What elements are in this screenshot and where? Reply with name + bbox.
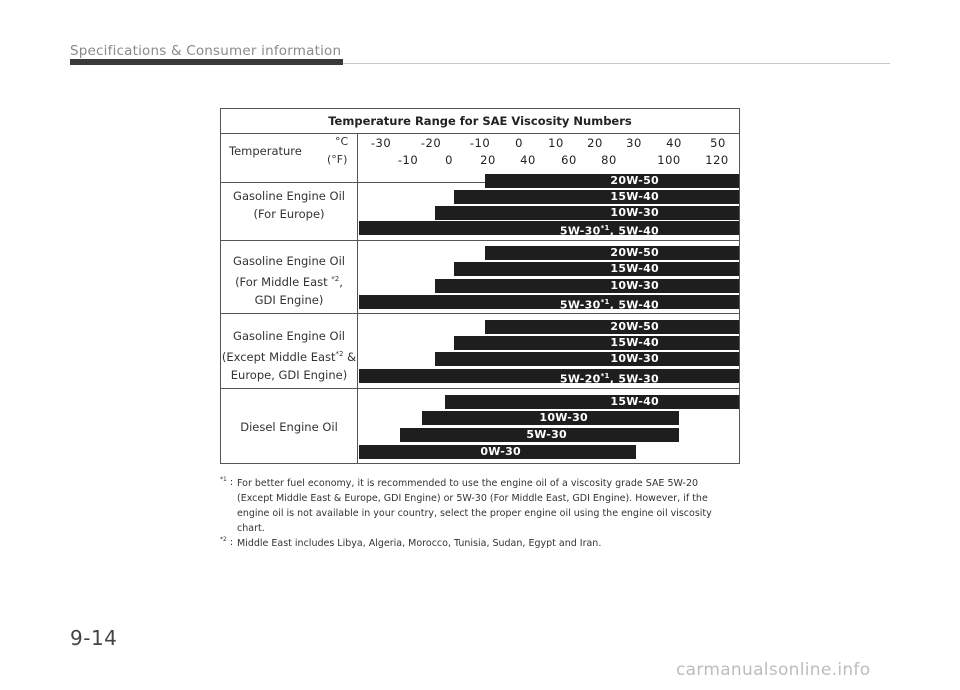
tick-c: 10 (548, 136, 564, 150)
viscosity-bar-15w-40: 15W-40 (454, 190, 739, 204)
footnote-line: chart. (237, 523, 265, 534)
tick-f: 40 (520, 153, 536, 167)
tick-c: 40 (666, 136, 682, 150)
tick-f: 60 (561, 153, 577, 167)
footnote-2 (237, 536, 740, 551)
footnote-line: For better fuel economy, it is recommended to use the engine oil of a viscosity grade SAE 5W-20 (237, 478, 699, 489)
tick-c: 30 (626, 136, 642, 150)
row-label-line: (For Europe) (253, 207, 325, 221)
tick-f: 120 (705, 153, 729, 167)
row-divider (221, 388, 739, 389)
row-divider (221, 240, 739, 241)
footnote-line: (Except Middle East & Europe, GDI Engine) or 5W-30 (For Middle East, GDI Engine). However, if the (237, 493, 708, 504)
viscosity-bar-15w-40: 15W-40 (454, 262, 739, 276)
viscosity-bar-20w-50: 20W-50 (485, 246, 739, 260)
watermark: carmanualsonline.info (676, 660, 871, 680)
row-label-line: Gasoline Engine Oil (233, 329, 345, 343)
temperature-label: Temperature (229, 144, 302, 158)
tick-f: 100 (657, 153, 681, 167)
tick-f: 80 (601, 153, 617, 167)
viscosity-bar-5w-30-5w-40: 5W-30$^{*1}$, 5W-40 (359, 221, 739, 235)
viscosity-bar-20w-50: 20W-50 (485, 320, 739, 334)
footnote-1 (237, 476, 740, 536)
tick-c: 50 (710, 136, 726, 150)
footnote-line: engine oil is not available in your country, select the proper engine oil using the engine oil viscosity (237, 508, 712, 519)
unit-celsius: °C (335, 135, 349, 148)
row-divider (221, 313, 739, 314)
table-title: Temperature Range for SAE Viscosity Numbers (221, 109, 739, 134)
section-title: Specifications & Consumer information (70, 43, 342, 59)
footnote-line: Middle East includes Libya, Algeria, Morocco, Tunisia, Sudan, Egypt and Iran. (237, 538, 602, 549)
tick-c: 20 (587, 136, 603, 150)
viscosity-table (220, 108, 740, 464)
row-label-line: Gasoline Engine Oil (233, 189, 345, 203)
viscosity-bar-20w-50: 20W-50 (485, 174, 739, 188)
viscosity-bar-15w-40: 15W-40 (454, 336, 739, 350)
unit-fahrenheit: (°F) (327, 153, 348, 166)
tick-c: -30 (370, 136, 392, 150)
viscosity-bar-10w-30: 10W-30 (435, 352, 739, 366)
row-label-line: Diesel Engine Oil (240, 420, 338, 434)
footnote-1-mark: $^{*1}$ : (220, 476, 234, 489)
row-label-gasoline-middle-east (221, 252, 357, 309)
row-label-gasoline-except (221, 327, 357, 384)
tick-f: 0 (445, 153, 453, 167)
viscosity-bar-10w-30: 10W-30 (435, 206, 739, 220)
header-rule (343, 63, 890, 64)
footnote-2-mark: $^{*2}$ : (220, 536, 234, 549)
tick-c: 0 (515, 136, 523, 150)
tick-c: -10 (469, 136, 491, 150)
viscosity-bar-5w-20-5w-30: 5W-20$^{*1}$, 5W-30 (359, 369, 739, 383)
row-label-line: Gasoline Engine Oil (233, 254, 345, 268)
page-number: 9-14 (70, 626, 118, 650)
viscosity-bar-5w-30-5w-40: 5W-30$^{*1}$, 5W-40 (359, 295, 739, 309)
tick-f: 20 (480, 153, 496, 167)
row-label-diesel (221, 418, 357, 436)
row-label-line: Europe, GDI Engine) (230, 367, 348, 382)
viscosity-bar-10w-30: 10W-30 (422, 411, 679, 425)
row-label-line: (Except Middle East$^{*2}$ & (221, 349, 357, 364)
row-label-line: (For Middle East $^{*2}$, (235, 274, 343, 289)
viscosity-bar-10w-30: 10W-30 (435, 279, 739, 293)
tick-c: -20 (420, 136, 442, 150)
row-label-gasoline-europe (221, 187, 357, 223)
viscosity-bar-0w-30: 0W-30 (359, 445, 636, 459)
row-label-line: GDI Engine) (254, 292, 324, 307)
viscosity-bar-5w-30: 5W-30 (400, 428, 679, 442)
header-bar (70, 59, 343, 65)
viscosity-bar-15w-40: 15W-40 (445, 395, 739, 409)
tick-f: -10 (397, 153, 419, 167)
